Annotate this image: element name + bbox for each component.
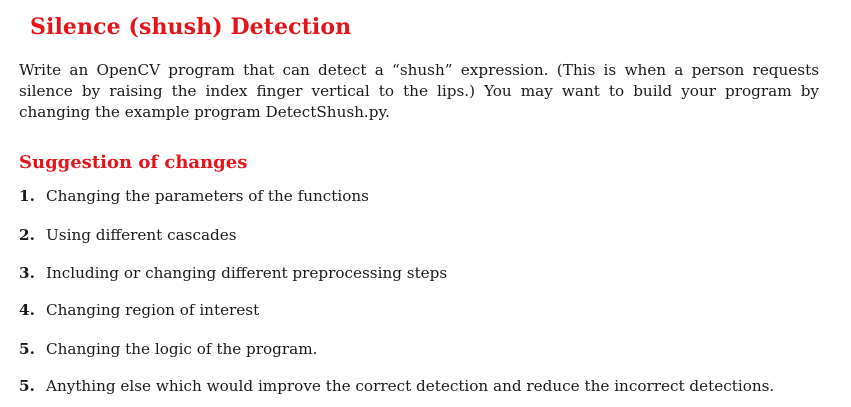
list-item-text: Changing region of interest: [46, 301, 260, 319]
list-item-text: Changing the logic of the program.: [46, 340, 318, 358]
list-item: [19, 186, 369, 206]
list-item-number: 4.: [19, 301, 35, 319]
list-item-number: 5.: [19, 377, 35, 395]
list-item-text: Using different cascades: [46, 226, 237, 244]
list-item-text: Changing the parameters of the functions: [46, 187, 369, 205]
list-item: [19, 339, 317, 359]
list-item-text: Including or changing different preprocessing steps: [46, 264, 448, 282]
list-item: [19, 225, 237, 245]
list-item-text: Anything else which would improve the correct detection and reduce the incorrect detections.: [46, 377, 775, 395]
list-item: [19, 263, 447, 283]
list-item: [19, 300, 259, 320]
list-item-number: 2.: [19, 226, 35, 244]
list-item-number: 3.: [19, 264, 35, 282]
list-item: [19, 376, 774, 396]
list-item-number: 1.: [19, 187, 35, 205]
list-item-number: 5.: [19, 340, 35, 358]
page-title: Silence (shush) Detection: [30, 14, 352, 40]
section-title: Suggestion of changes: [19, 152, 248, 173]
intro-paragraph: Write an OpenCV program that can detect a “shush” expression. (This is when a person requests silence by raising the index finger vertical to the lips.) You may want to build your program by changing the example program DetectShush.py.: [19, 61, 819, 121]
